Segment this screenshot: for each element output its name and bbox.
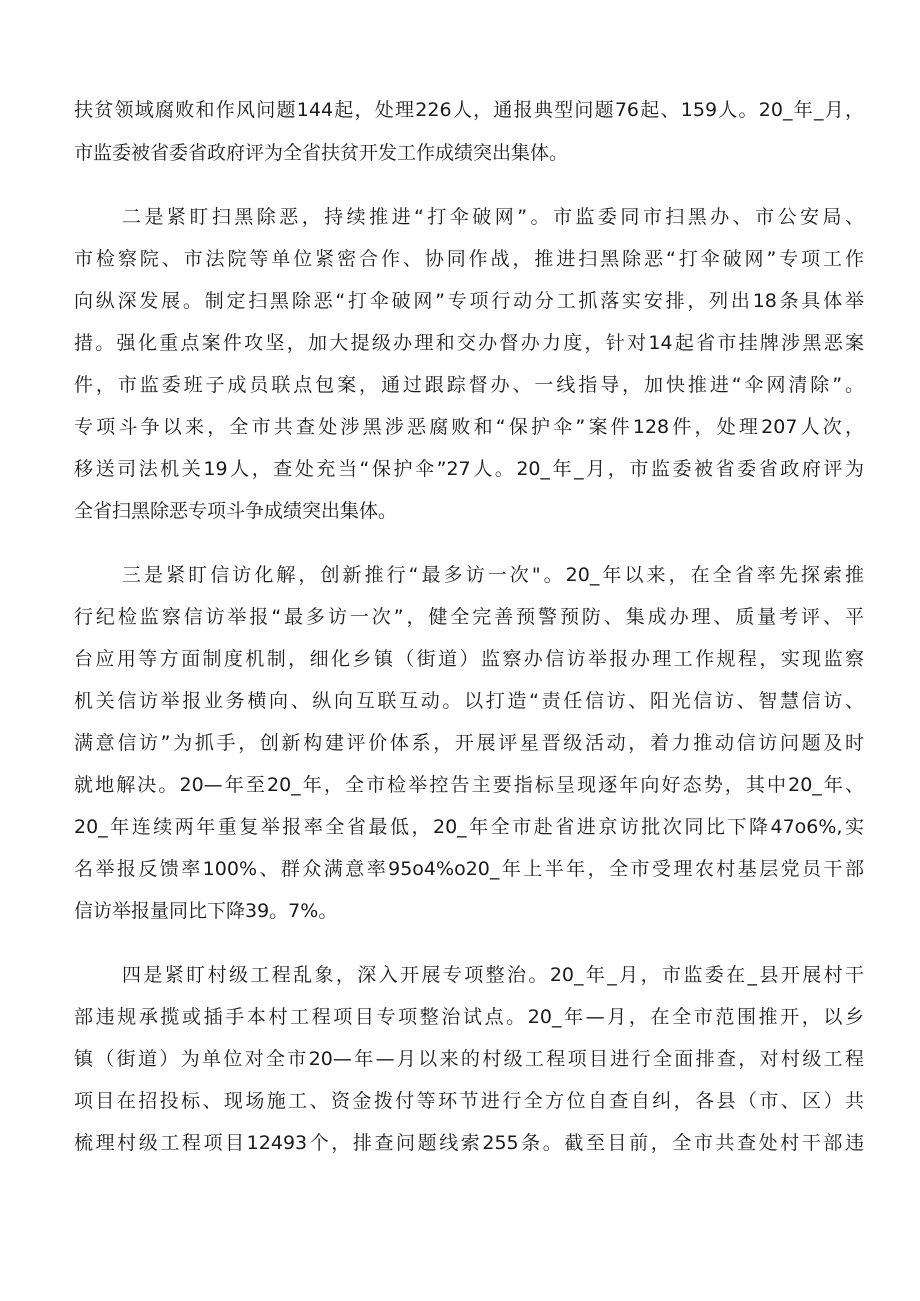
- paragraph-4-line-3: 镇（街道）为单位对全市20—年—月以来的村级工程项目进行全面排查，对村级工程: [74, 1048, 864, 1070]
- paragraph-3-line-1: 三是紧盯信访化解，创新推行“最多访一次"。20_年以来，在全省率先探索推: [122, 564, 864, 586]
- paragraph-2-line-5: 件，市监委班子成员联点包案，通过跟踪督办、一线指导，加快推进“伞网清除”。: [74, 374, 864, 396]
- paragraph-4-line-1: 四是紧盯村级工程乱象，深入开展专项整治。20_年_月，市监委在_县开展村干: [122, 964, 864, 986]
- paragraph-3-line-3: 台应用等方面制度机制，细化乡镇（街道）监察办信访举报办理工作规程，实现监察: [74, 648, 864, 670]
- paragraph-4-line-2: 部违规承揽或插手本村工程项目专项整治试点。20_年—月，在全市范围推开，以乡: [74, 1006, 864, 1028]
- paragraph-3-line-6: 就地解决。20—年至20_年，全市检举控告主要指标呈现逐年向好态势，其中20_年、: [74, 774, 864, 796]
- paragraph-4-line-4: 项目在招投标、现场施工、资金拨付等环节进行全方位自查自纠，各县（市、区）共: [74, 1090, 864, 1112]
- paragraph-4-line-5: 梳理村级工程项目12493个，排查问题线索255条。截至目前，全市共查处村干部违: [74, 1132, 864, 1154]
- paragraph-3-line-9: 信访举报量同比下降39。7%。: [74, 900, 338, 922]
- paragraph-2-line-2: 市检察院、市法院等单位紧密合作、协同作战，推进扫黑除恶“打伞破网”专项工作: [74, 248, 864, 270]
- paragraph-3-line-4: 机关信访举报业务横向、纵向互联互动。以打造“责任信访、阳光信访、智慧信访、: [74, 690, 864, 712]
- paragraph-3-line-7: 20_年连续两年重复举报率全省最低，20_年全市赴省进京访批次同比下降47o6%,实: [74, 816, 864, 838]
- paragraph-3-line-8: 名举报反馈率100%、群众满意率95o4%o20_年上半年，全市受理农村基层党员干部: [74, 858, 864, 880]
- paragraph-1-line-1: 扶贫领域腐败和作风问题144起，处理226人，通报典型问题76起、159人。20_年_月，: [74, 99, 864, 121]
- paragraph-2-line-1: 二是紧盯扫黑除恶，持续推进“打伞破网”。市监委同市扫黑办、市公安局、: [122, 206, 864, 228]
- paragraph-3-line-5: 满意信访”为抓手，创新构建评价体系，开展评星晋级活动，着力推动信访问题及时: [74, 732, 864, 754]
- paragraph-2-line-6: 专项斗争以来，全市共查处涉黑涉恶腐败和“保护伞”案件128件，处理207人次，: [74, 416, 864, 438]
- paragraph-1-line-2: 市监委被省委省政府评为全省扶贫开发工作成绩突出集体。: [74, 142, 569, 164]
- paragraph-3-line-2: 行纪检监察信访举报“最多访一次”，健全完善预警预防、集成办理、质量考评、平: [74, 606, 864, 628]
- paragraph-2-line-7: 移送司法机关19人，查处充当“保护伞”27人。20_年_月，市监委被省委省政府评为: [74, 458, 864, 480]
- paragraph-2-line-4: 措。强化重点案件攻坚，加大提级办理和交办督办力度，针对14起省市挂牌涉黑恶案: [74, 332, 864, 354]
- paragraph-2-line-8: 全省扫黑除恶专项斗争成绩突出集体。: [74, 500, 398, 522]
- paragraph-2-line-3: 向纵深发展。制定扫黑除恶“打伞破网”专项行动分工抓落实安排，列出18条具体举: [74, 290, 864, 312]
